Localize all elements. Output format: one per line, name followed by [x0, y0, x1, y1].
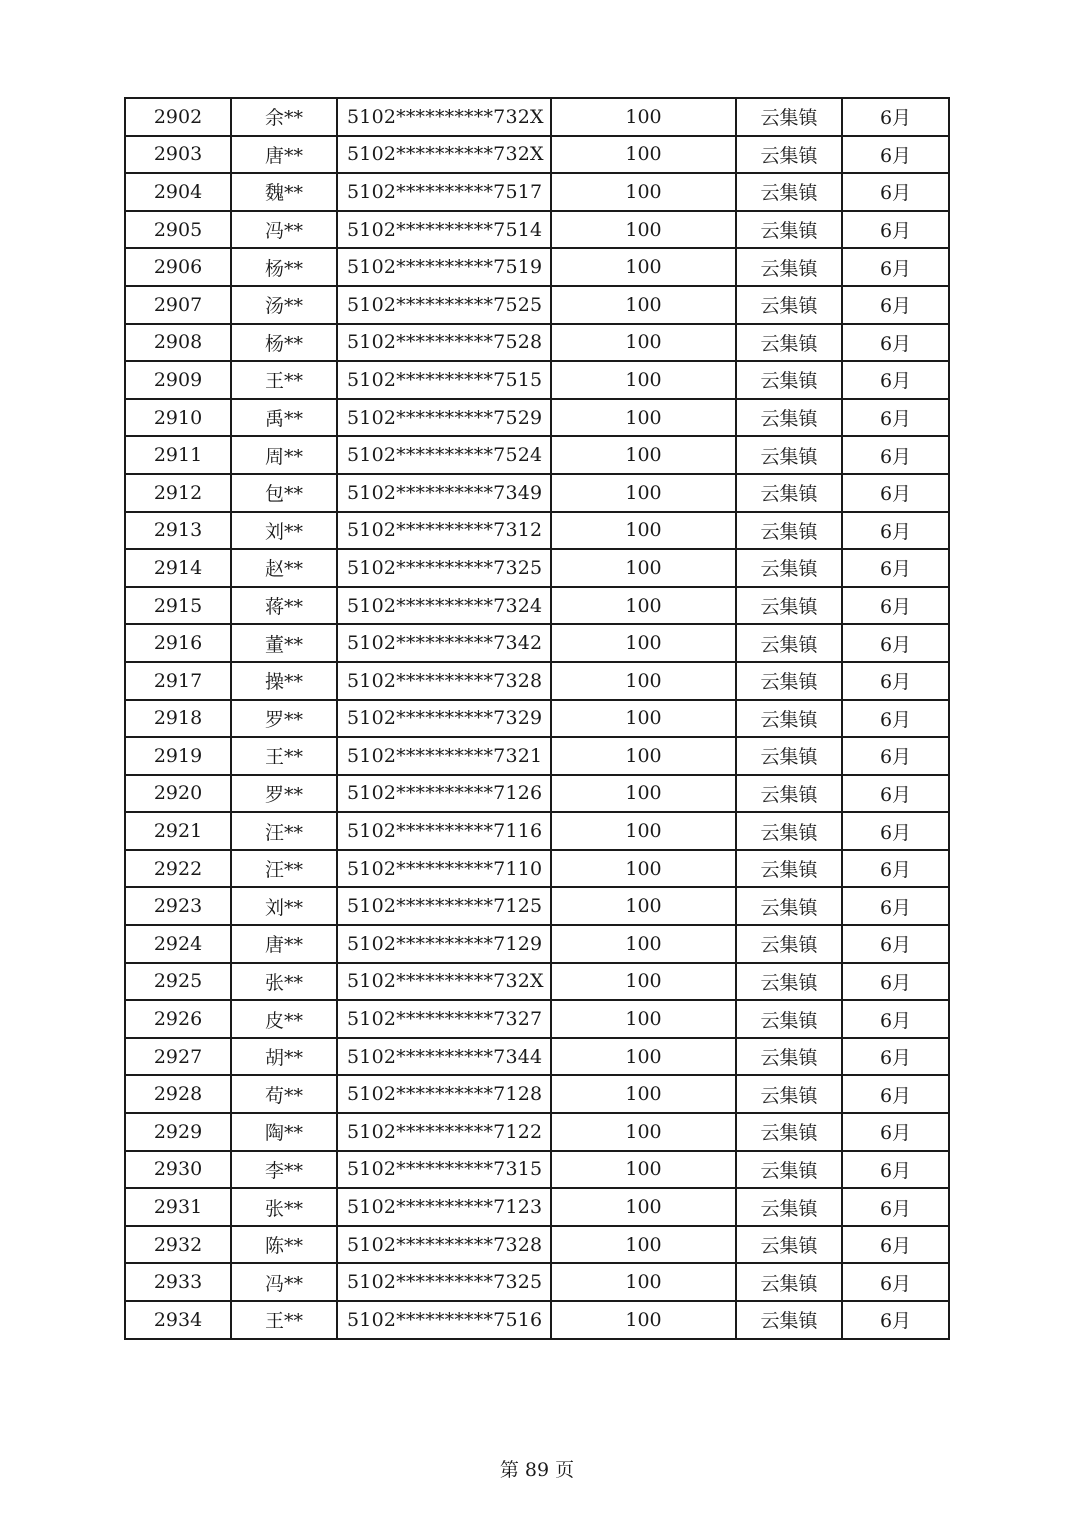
- serial-number-cell: 2911: [125, 436, 231, 474]
- id-number-cell: 5102**********7126: [337, 775, 551, 813]
- month-cell: 6月: [842, 812, 949, 850]
- town-cell: 云集镇: [736, 1113, 842, 1151]
- name-cell: 赵**: [231, 549, 337, 587]
- serial-number-cell: 2914: [125, 549, 231, 587]
- town-cell: 云集镇: [736, 1075, 842, 1113]
- month-cell: 6月: [842, 624, 949, 662]
- id-number-cell: 5102**********7321: [337, 737, 551, 775]
- serial-number-cell: 2931: [125, 1188, 231, 1226]
- table-row: [125, 549, 949, 587]
- town-cell: 云集镇: [736, 324, 842, 362]
- month-cell: 6月: [842, 700, 949, 738]
- name-cell: 禹**: [231, 399, 337, 437]
- id-number-cell: 5102**********7125: [337, 887, 551, 925]
- id-number-cell: 5102**********7342: [337, 624, 551, 662]
- serial-number-cell: 2917: [125, 662, 231, 700]
- name-cell: 陶**: [231, 1113, 337, 1151]
- serial-number-cell: 2930: [125, 1151, 231, 1189]
- id-number-cell: 5102**********7122: [337, 1113, 551, 1151]
- serial-number-cell: 2910: [125, 399, 231, 437]
- name-cell: 汤**: [231, 286, 337, 324]
- amount-cell: 100: [551, 587, 736, 625]
- month-cell: 6月: [842, 1075, 949, 1113]
- amount-cell: 100: [551, 136, 736, 174]
- serial-number-cell: 2913: [125, 512, 231, 550]
- month-cell: 6月: [842, 662, 949, 700]
- month-cell: 6月: [842, 361, 949, 399]
- id-number-cell: 5102**********7123: [337, 1188, 551, 1226]
- table-row: [125, 211, 949, 249]
- name-cell: 苟**: [231, 1075, 337, 1113]
- amount-cell: 100: [551, 549, 736, 587]
- table-row: [125, 925, 949, 963]
- town-cell: 云集镇: [736, 624, 842, 662]
- amount-cell: 100: [551, 1226, 736, 1264]
- month-cell: 6月: [842, 850, 949, 888]
- month-cell: 6月: [842, 286, 949, 324]
- name-cell: 刘**: [231, 887, 337, 925]
- name-cell: 余**: [231, 98, 337, 136]
- serial-number-cell: 2915: [125, 587, 231, 625]
- amount-cell: 100: [551, 1038, 736, 1076]
- amount-cell: 100: [551, 173, 736, 211]
- town-cell: 云集镇: [736, 587, 842, 625]
- table-row: [125, 399, 949, 437]
- serial-number-cell: 2928: [125, 1075, 231, 1113]
- table-row: [125, 662, 949, 700]
- amount-cell: 100: [551, 737, 736, 775]
- town-cell: 云集镇: [736, 963, 842, 1001]
- records-table-body: [125, 98, 949, 1339]
- amount-cell: 100: [551, 963, 736, 1001]
- amount-cell: 100: [551, 775, 736, 813]
- month-cell: 6月: [842, 248, 949, 286]
- town-cell: 云集镇: [736, 399, 842, 437]
- serial-number-cell: 2904: [125, 173, 231, 211]
- town-cell: 云集镇: [736, 925, 842, 963]
- serial-number-cell: 2903: [125, 136, 231, 174]
- amount-cell: 100: [551, 1151, 736, 1189]
- amount-cell: 100: [551, 662, 736, 700]
- month-cell: 6月: [842, 1188, 949, 1226]
- amount-cell: 100: [551, 399, 736, 437]
- id-number-cell: 5102**********7329: [337, 700, 551, 738]
- serial-number-cell: 2918: [125, 700, 231, 738]
- month-cell: 6月: [842, 1263, 949, 1301]
- month-cell: 6月: [842, 436, 949, 474]
- serial-number-cell: 2921: [125, 812, 231, 850]
- id-number-cell: 5102**********7344: [337, 1038, 551, 1076]
- name-cell: 杨**: [231, 248, 337, 286]
- serial-number-cell: 2932: [125, 1226, 231, 1264]
- id-number-cell: 5102**********7515: [337, 361, 551, 399]
- town-cell: 云集镇: [736, 775, 842, 813]
- id-number-cell: 5102**********7528: [337, 324, 551, 362]
- name-cell: 周**: [231, 436, 337, 474]
- table-row: [125, 436, 949, 474]
- town-cell: 云集镇: [736, 474, 842, 512]
- table-row: [125, 1000, 949, 1038]
- town-cell: 云集镇: [736, 248, 842, 286]
- id-number-cell: 5102**********7324: [337, 587, 551, 625]
- id-number-cell: 5102**********7312: [337, 512, 551, 550]
- name-cell: 蒋**: [231, 587, 337, 625]
- table-row: [125, 1226, 949, 1264]
- table-row: [125, 361, 949, 399]
- table-row: [125, 248, 949, 286]
- amount-cell: 100: [551, 474, 736, 512]
- page-number: 第 89 页: [499, 1459, 575, 1481]
- serial-number-cell: 2934: [125, 1301, 231, 1339]
- month-cell: 6月: [842, 399, 949, 437]
- id-number-cell: 5102**********7128: [337, 1075, 551, 1113]
- name-cell: 王**: [231, 361, 337, 399]
- table-row: [125, 1038, 949, 1076]
- serial-number-cell: 2927: [125, 1038, 231, 1076]
- town-cell: 云集镇: [736, 549, 842, 587]
- table-row: [125, 624, 949, 662]
- amount-cell: 100: [551, 324, 736, 362]
- table-row: [125, 512, 949, 550]
- amount-cell: 100: [551, 248, 736, 286]
- month-cell: 6月: [842, 211, 949, 249]
- town-cell: 云集镇: [736, 662, 842, 700]
- serial-number-cell: 2919: [125, 737, 231, 775]
- month-cell: 6月: [842, 1301, 949, 1339]
- name-cell: 张**: [231, 963, 337, 1001]
- amount-cell: 100: [551, 850, 736, 888]
- id-number-cell: 5102**********7325: [337, 1263, 551, 1301]
- amount-cell: 100: [551, 1113, 736, 1151]
- town-cell: 云集镇: [736, 98, 842, 136]
- name-cell: 刘**: [231, 512, 337, 550]
- month-cell: 6月: [842, 549, 949, 587]
- name-cell: 罗**: [231, 700, 337, 738]
- name-cell: 汪**: [231, 850, 337, 888]
- month-cell: 6月: [842, 737, 949, 775]
- month-cell: 6月: [842, 887, 949, 925]
- name-cell: 董**: [231, 624, 337, 662]
- town-cell: 云集镇: [736, 1000, 842, 1038]
- serial-number-cell: 2922: [125, 850, 231, 888]
- town-cell: 云集镇: [736, 361, 842, 399]
- id-number-cell: 5102**********7325: [337, 549, 551, 587]
- serial-number-cell: 2912: [125, 474, 231, 512]
- id-number-cell: 5102**********7315: [337, 1151, 551, 1189]
- amount-cell: 100: [551, 925, 736, 963]
- name-cell: 罗**: [231, 775, 337, 813]
- town-cell: 云集镇: [736, 286, 842, 324]
- amount-cell: 100: [551, 624, 736, 662]
- name-cell: 汪**: [231, 812, 337, 850]
- amount-cell: 100: [551, 512, 736, 550]
- month-cell: 6月: [842, 963, 949, 1001]
- table-row: [125, 812, 949, 850]
- name-cell: 操**: [231, 662, 337, 700]
- table-row: [125, 737, 949, 775]
- amount-cell: 100: [551, 887, 736, 925]
- name-cell: 陈**: [231, 1226, 337, 1264]
- town-cell: 云集镇: [736, 737, 842, 775]
- month-cell: 6月: [842, 775, 949, 813]
- table-row: [125, 1263, 949, 1301]
- town-cell: 云集镇: [736, 136, 842, 174]
- table-row: [125, 1188, 949, 1226]
- serial-number-cell: 2920: [125, 775, 231, 813]
- serial-number-cell: 2909: [125, 361, 231, 399]
- table-row: [125, 850, 949, 888]
- table-row: [125, 1075, 949, 1113]
- town-cell: 云集镇: [736, 1263, 842, 1301]
- month-cell: 6月: [842, 1226, 949, 1264]
- table-row: [125, 700, 949, 738]
- name-cell: 唐**: [231, 136, 337, 174]
- table-row: [125, 963, 949, 1001]
- id-number-cell: 5102**********7116: [337, 812, 551, 850]
- month-cell: 6月: [842, 1113, 949, 1151]
- amount-cell: 100: [551, 1000, 736, 1038]
- amount-cell: 100: [551, 700, 736, 738]
- serial-number-cell: 2916: [125, 624, 231, 662]
- month-cell: 6月: [842, 1151, 949, 1189]
- table-row: [125, 324, 949, 362]
- amount-cell: 100: [551, 361, 736, 399]
- id-number-cell: 5102**********7327: [337, 1000, 551, 1038]
- name-cell: 魏**: [231, 173, 337, 211]
- table-row: [125, 1113, 949, 1151]
- amount-cell: 100: [551, 1301, 736, 1339]
- serial-number-cell: 2906: [125, 248, 231, 286]
- amount-cell: 100: [551, 812, 736, 850]
- serial-number-cell: 2905: [125, 211, 231, 249]
- month-cell: 6月: [842, 587, 949, 625]
- name-cell: 张**: [231, 1188, 337, 1226]
- id-number-cell: 5102**********732X: [337, 136, 551, 174]
- name-cell: 皮**: [231, 1000, 337, 1038]
- serial-number-cell: 2929: [125, 1113, 231, 1151]
- amount-cell: 100: [551, 211, 736, 249]
- name-cell: 包**: [231, 474, 337, 512]
- amount-cell: 100: [551, 1188, 736, 1226]
- id-number-cell: 5102**********7525: [337, 286, 551, 324]
- month-cell: 6月: [842, 1038, 949, 1076]
- town-cell: 云集镇: [736, 211, 842, 249]
- id-number-cell: 5102**********732X: [337, 963, 551, 1001]
- serial-number-cell: 2902: [125, 98, 231, 136]
- town-cell: 云集镇: [736, 700, 842, 738]
- month-cell: 6月: [842, 474, 949, 512]
- serial-number-cell: 2924: [125, 925, 231, 963]
- name-cell: 冯**: [231, 211, 337, 249]
- id-number-cell: 5102**********7328: [337, 1226, 551, 1264]
- town-cell: 云集镇: [736, 1301, 842, 1339]
- name-cell: 李**: [231, 1151, 337, 1189]
- id-number-cell: 5102**********7529: [337, 399, 551, 437]
- town-cell: 云集镇: [736, 887, 842, 925]
- town-cell: 云集镇: [736, 173, 842, 211]
- id-number-cell: 5102**********7524: [337, 436, 551, 474]
- month-cell: 6月: [842, 324, 949, 362]
- table-row: [125, 1301, 949, 1339]
- month-cell: 6月: [842, 173, 949, 211]
- table-row: [125, 98, 949, 136]
- serial-number-cell: 2925: [125, 963, 231, 1001]
- table-row: [125, 775, 949, 813]
- table-row: [125, 587, 949, 625]
- town-cell: 云集镇: [736, 1188, 842, 1226]
- town-cell: 云集镇: [736, 1151, 842, 1189]
- serial-number-cell: 2933: [125, 1263, 231, 1301]
- amount-cell: 100: [551, 1263, 736, 1301]
- table-row: [125, 887, 949, 925]
- amount-cell: 100: [551, 286, 736, 324]
- town-cell: 云集镇: [736, 512, 842, 550]
- id-number-cell: 5102**********7328: [337, 662, 551, 700]
- serial-number-cell: 2907: [125, 286, 231, 324]
- name-cell: 王**: [231, 737, 337, 775]
- id-number-cell: 5102**********7519: [337, 248, 551, 286]
- month-cell: 6月: [842, 136, 949, 174]
- month-cell: 6月: [842, 925, 949, 963]
- amount-cell: 100: [551, 436, 736, 474]
- town-cell: 云集镇: [736, 1038, 842, 1076]
- month-cell: 6月: [842, 1000, 949, 1038]
- table-row: [125, 286, 949, 324]
- town-cell: 云集镇: [736, 812, 842, 850]
- town-cell: 云集镇: [736, 850, 842, 888]
- serial-number-cell: 2926: [125, 1000, 231, 1038]
- name-cell: 唐**: [231, 925, 337, 963]
- id-number-cell: 5102**********7516: [337, 1301, 551, 1339]
- table-row: [125, 1151, 949, 1189]
- id-number-cell: 5102**********7129: [337, 925, 551, 963]
- id-number-cell: 5102**********7514: [337, 211, 551, 249]
- town-cell: 云集镇: [736, 436, 842, 474]
- amount-cell: 100: [551, 98, 736, 136]
- name-cell: 王**: [231, 1301, 337, 1339]
- serial-number-cell: 2923: [125, 887, 231, 925]
- table-row: [125, 136, 949, 174]
- name-cell: 胡**: [231, 1038, 337, 1076]
- month-cell: 6月: [842, 512, 949, 550]
- town-cell: 云集镇: [736, 1226, 842, 1264]
- table-row: [125, 173, 949, 211]
- id-number-cell: 5102**********732X: [337, 98, 551, 136]
- id-number-cell: 5102**********7349: [337, 474, 551, 512]
- table-row: [125, 474, 949, 512]
- serial-number-cell: 2908: [125, 324, 231, 362]
- id-number-cell: 5102**********7517: [337, 173, 551, 211]
- id-number-cell: 5102**********7110: [337, 850, 551, 888]
- name-cell: 杨**: [231, 324, 337, 362]
- amount-cell: 100: [551, 1075, 736, 1113]
- month-cell: 6月: [842, 98, 949, 136]
- name-cell: 冯**: [231, 1263, 337, 1301]
- records-table: [124, 97, 950, 1340]
